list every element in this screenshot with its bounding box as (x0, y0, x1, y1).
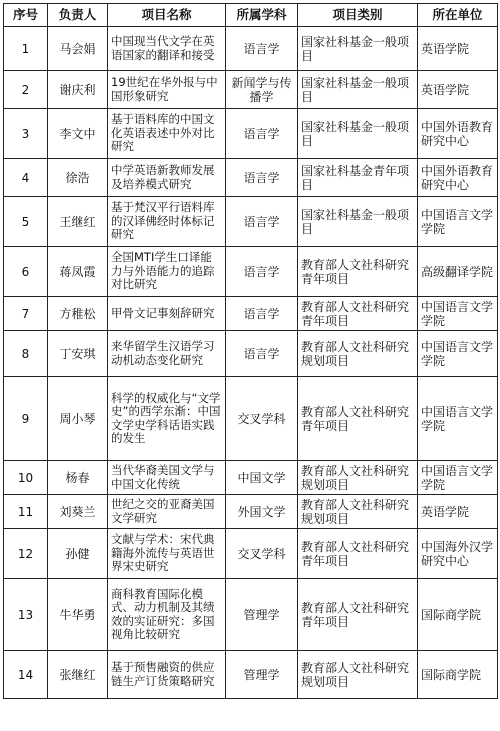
cell-leader: 周小琴 (48, 377, 108, 461)
cell-leader: 孙健 (48, 529, 108, 579)
cell-project: 基于梵汉平行语料库的汉译佛经时体标记研究 (108, 197, 226, 247)
cell-category: 教育部人文社科研究青年项目 (298, 297, 418, 331)
cell-no: 7 (4, 297, 48, 331)
cell-leader: 张继红 (48, 651, 108, 699)
table-row (4, 71, 498, 109)
cell-unit: 中国外语教育研究中心 (418, 159, 498, 197)
cell-leader: 丁安琪 (48, 331, 108, 377)
cell-unit: 中国语言文学学院 (418, 297, 498, 331)
cell-unit: 国际商学院 (418, 651, 498, 699)
cell-discipline: 管理学 (226, 651, 298, 699)
cell-project: 科学的权威化与“文学史”的西学东渐：中国文学史学科话语实践的发生 (108, 377, 226, 461)
table-row (4, 651, 498, 699)
cell-no: 8 (4, 331, 48, 377)
cell-leader: 徐浩 (48, 159, 108, 197)
header-unit: 所在单位 (418, 4, 498, 27)
cell-category: 国家社科基金一般项目 (298, 197, 418, 247)
cell-unit: 中国外语教育研究中心 (418, 109, 498, 159)
table-row (4, 331, 498, 377)
cell-project: 当代华裔美国文学与中国文化传统 (108, 461, 226, 495)
cell-category: 国家社科基金一般项目 (298, 71, 418, 109)
cell-leader: 牛华勇 (48, 579, 108, 651)
cell-unit: 中国语言文学学院 (418, 461, 498, 495)
cell-leader: 谢庆利 (48, 71, 108, 109)
cell-no: 9 (4, 377, 48, 461)
header-discipline: 所属学科 (226, 4, 298, 27)
header-row (4, 4, 498, 27)
cell-project: 基于语料库的中国文化英语表述中外对比研究 (108, 109, 226, 159)
cell-unit: 英语学院 (418, 495, 498, 529)
cell-discipline: 语言学 (226, 331, 298, 377)
cell-discipline: 语言学 (226, 297, 298, 331)
cell-discipline: 交叉学科 (226, 529, 298, 579)
table-row (4, 529, 498, 579)
table-row (4, 159, 498, 197)
cell-discipline: 语言学 (226, 247, 298, 297)
project-table (3, 3, 498, 699)
cell-unit: 中国海外汉学研究中心 (418, 529, 498, 579)
cell-no: 5 (4, 197, 48, 247)
cell-discipline: 管理学 (226, 579, 298, 651)
cell-category: 国家社科基金一般项目 (298, 109, 418, 159)
cell-no: 10 (4, 461, 48, 495)
cell-project: 中国现当代文学在英语国家的翻译和接受 (108, 27, 226, 71)
cell-leader: 杨春 (48, 461, 108, 495)
cell-unit: 英语学院 (418, 27, 498, 71)
cell-category: 国家社科基金青年项目 (298, 159, 418, 197)
table-row (4, 297, 498, 331)
cell-project: 基于预售融资的供应链生产订货策略研究 (108, 651, 226, 699)
cell-discipline: 外国文学 (226, 495, 298, 529)
cell-category: 国家社科基金一般项目 (298, 27, 418, 71)
cell-category: 教育部人文社科研究青年项目 (298, 579, 418, 651)
cell-category: 教育部人文社科研究规划项目 (298, 331, 418, 377)
cell-unit: 中国语言文学学院 (418, 331, 498, 377)
cell-leader: 刘葵兰 (48, 495, 108, 529)
project-table-container (3, 3, 497, 699)
cell-project: 商科教育国际化模式、动力机制及其绩效的实证研究：多国视角比较研究 (108, 579, 226, 651)
cell-category: 教育部人文社科研究规划项目 (298, 461, 418, 495)
cell-discipline: 语言学 (226, 197, 298, 247)
header-category: 项目类别 (298, 4, 418, 27)
cell-project: 甲骨文记事刻辞研究 (108, 297, 226, 331)
cell-project: 19世纪在华外报与中国形象研究 (108, 71, 226, 109)
cell-no: 6 (4, 247, 48, 297)
cell-unit: 中国语言文学学院 (418, 197, 498, 247)
table-row (4, 247, 498, 297)
cell-no: 1 (4, 27, 48, 71)
header-leader: 负责人 (48, 4, 108, 27)
cell-discipline: 中国文学 (226, 461, 298, 495)
cell-no: 11 (4, 495, 48, 529)
cell-discipline: 语言学 (226, 27, 298, 71)
cell-discipline: 语言学 (226, 159, 298, 197)
cell-no: 3 (4, 109, 48, 159)
cell-discipline: 新闻学与传播学 (226, 71, 298, 109)
header-no: 序号 (4, 4, 48, 27)
cell-unit: 中国语言文学学院 (418, 377, 498, 461)
cell-unit: 国际商学院 (418, 579, 498, 651)
table-row (4, 579, 498, 651)
cell-category: 教育部人文社科研究规划项目 (298, 495, 418, 529)
cell-no: 14 (4, 651, 48, 699)
cell-project: 全国MTI学生口译能力与外语能力的追踪对比研究 (108, 247, 226, 297)
cell-unit: 高级翻译学院 (418, 247, 498, 297)
table-row (4, 109, 498, 159)
cell-no: 2 (4, 71, 48, 109)
cell-leader: 方稚松 (48, 297, 108, 331)
table-row (4, 197, 498, 247)
cell-project: 来华留学生汉语学习动机动态变化研究 (108, 331, 226, 377)
cell-category: 教育部人文社科研究规划项目 (298, 651, 418, 699)
cell-leader: 马会娟 (48, 27, 108, 71)
table-row (4, 27, 498, 71)
cell-project: 文献与学术：宋代典籍海外流传与英语世界宋史研究 (108, 529, 226, 579)
cell-category: 教育部人文社科研究青年项目 (298, 377, 418, 461)
cell-discipline: 语言学 (226, 109, 298, 159)
cell-no: 4 (4, 159, 48, 197)
header-project: 项目名称 (108, 4, 226, 27)
cell-unit: 英语学院 (418, 71, 498, 109)
table-row (4, 461, 498, 495)
cell-leader: 蒋凤霞 (48, 247, 108, 297)
cell-leader: 王继红 (48, 197, 108, 247)
table-row (4, 495, 498, 529)
cell-category: 教育部人文社科研究青年项目 (298, 247, 418, 297)
cell-project: 世纪之交的亚裔美国文学研究 (108, 495, 226, 529)
cell-leader: 李文中 (48, 109, 108, 159)
cell-discipline: 交叉学科 (226, 377, 298, 461)
table-row (4, 377, 498, 461)
cell-no: 12 (4, 529, 48, 579)
cell-project: 中学英语新教师发展及培养模式研究 (108, 159, 226, 197)
cell-category: 教育部人文社科研究青年项目 (298, 529, 418, 579)
cell-no: 13 (4, 579, 48, 651)
